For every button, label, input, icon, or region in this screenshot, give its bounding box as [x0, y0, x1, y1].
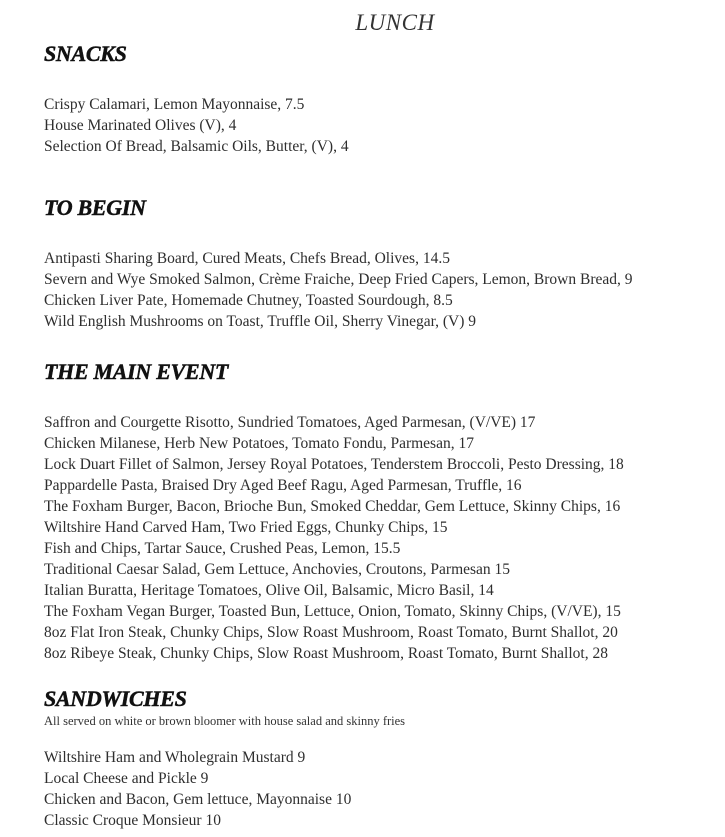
section-main-event: [44, 358, 714, 664]
section-heading-main-event: THE MAIN EVENT: [44, 359, 229, 384]
list-item: Chicken Milanese, Herb New Potatoes, Tomato Fondu, Parmesan, 17: [44, 435, 474, 452]
section-heading-sandwiches: SANDWICHES: [44, 686, 187, 711]
list-item: Fish and Chips, Tartar Sauce, Crushed Peas, Lemon, 15.5: [44, 540, 401, 557]
section-heading-to-begin: TO BEGIN: [44, 195, 146, 220]
main-event-list: [44, 412, 714, 664]
section-heading-snacks: SNACKS: [44, 41, 127, 66]
list-item: 8oz Flat Iron Steak, Chunky Chips, Slow Roast Mushroom, Roast Tomato, Burnt Shallot, 20: [44, 624, 618, 641]
list-item: Pappardelle Pasta, Braised Dry Aged Beef Ragu, Aged Parmesan, Truffle, 16: [44, 477, 522, 494]
list-item: Wild English Mushrooms on Toast, Truffle Oil, Sherry Vinegar, (V) 9: [44, 313, 477, 330]
to-begin-list: [44, 248, 714, 332]
sandwiches-note: All served on white or brown bloomer with house salad and skinny fries: [44, 714, 406, 728]
list-item: Italian Buratta, Heritage Tomatoes, Olive Oil, Balsamic, Micro Basil, 14: [44, 582, 494, 599]
section-to-begin: [44, 194, 714, 332]
list-item: Wiltshire Ham and Wholegrain Mustard 9: [44, 749, 306, 766]
list-item: Classic Croque Monsieur 10: [44, 812, 221, 829]
list-item: Local Cheese and Pickle 9: [44, 770, 209, 787]
list-item: Chicken Liver Pate, Homemade Chutney, Toasted Sourdough, 8.5: [44, 292, 453, 309]
list-item: Antipasti Sharing Board, Cured Meats, Chefs Bread, Olives, 14.5: [44, 250, 450, 267]
list-item: Lock Duart Fillet of Salmon, Jersey Royal Potatoes, Tenderstem Broccoli, Pesto Dressing, 18: [44, 456, 624, 473]
section-snacks: [44, 40, 714, 157]
list-item: Saffron and Courgette Risotto, Sundried Tomatoes, Aged Parmesan, (V/VE) 17: [44, 414, 536, 431]
list-item: Selection Of Bread, Balsamic Oils, Butter, (V), 4: [44, 138, 349, 155]
list-item: Chicken and Bacon, Gem lettuce, Mayonnaise 10: [44, 791, 352, 808]
list-item: The Foxham Vegan Burger, Toasted Bun, Lettuce, Onion, Tomato, Skinny Chips, (V/VE), 15: [44, 603, 621, 620]
sandwiches-list: [44, 747, 714, 831]
list-item: Traditional Caesar Salad, Gem Lettuce, Anchovies, Croutons, Parmesan 15: [44, 561, 511, 578]
list-item: Crispy Calamari, Lemon Mayonnaise, 7.5: [44, 96, 305, 113]
section-sandwiches: [44, 685, 714, 831]
list-item: Severn and Wye Smoked Salmon, Crème Fraiche, Deep Fried Capers, Lemon, Brown Bread, 9: [44, 271, 633, 288]
menu-title: LUNCH: [355, 10, 435, 35]
list-item: Wiltshire Hand Carved Ham, Two Fried Eggs, Chunky Chips, 15: [44, 519, 448, 536]
snacks-list: [44, 94, 714, 157]
list-item: 8oz Ribeye Steak, Chunky Chips, Slow Roast Mushroom, Roast Tomato, Burnt Shallot, 28: [44, 645, 608, 662]
list-item: The Foxham Burger, Bacon, Brioche Bun, Smoked Cheddar, Gem Lettuce, Skinny Chips, 16: [44, 498, 621, 515]
list-item: House Marinated Olives (V), 4: [44, 117, 237, 134]
